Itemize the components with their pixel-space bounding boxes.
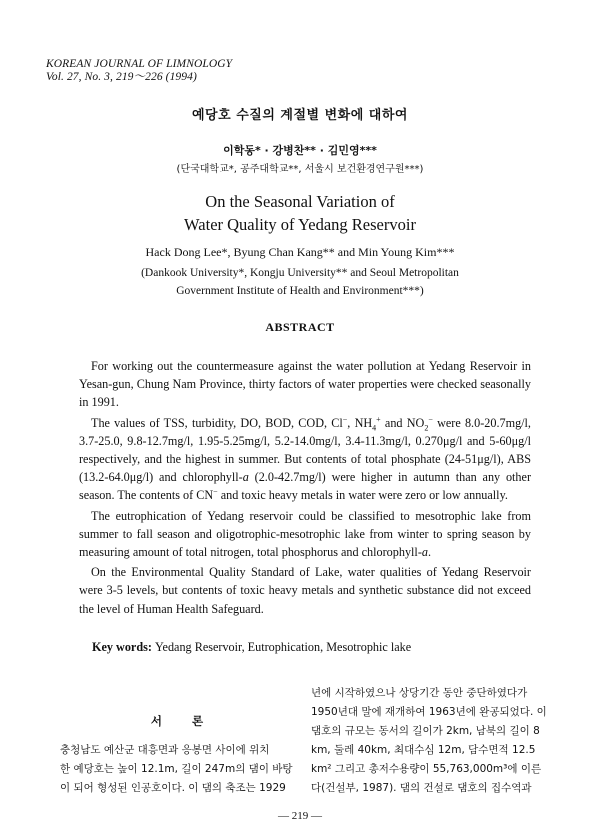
- p2-italic-a: a: [242, 470, 249, 485]
- right-line: km² 그리고 총저수용량이 55,763,000m³에 이른: [311, 763, 542, 775]
- p2-text-a: The values of TSS, turbidity, DO, BOD, COD, Cl: [91, 415, 343, 430]
- intro-left-column: [60, 741, 304, 798]
- keywords-label: Key words: [92, 640, 148, 654]
- p3-text-a: The eutrophication of Yedang reservoir could be classified to mesotrophic lake from summer to fall season and oligotrophic-mesotrophic lake from winter to spring season by measuring amount of total nitrogen, total phosphorus and chlorophyll-: [79, 508, 531, 560]
- p2-text-f: (2.0-42.7mg/l) were higher in autumn than any other season. The contents of CN: [79, 470, 531, 503]
- right-line: 다(건설부, 1987). 댐의 건설로 댐호의 집수역과: [311, 782, 532, 794]
- abstract-heading: ABSTRACT: [265, 320, 335, 334]
- english-title-line2: Water Quality of Yedang Reservoir: [184, 215, 416, 234]
- cyanide-charge: −: [213, 487, 218, 497]
- p2-text-b: , NH: [347, 415, 373, 430]
- abstract-body: [79, 357, 531, 620]
- left-line: 이 되어 형성된 인공호이다. 이 댐의 축조는 1929: [60, 782, 286, 794]
- right-line: 년에 시작하였으나 상당기간 동안 중단하였다가: [311, 687, 528, 699]
- right-line: 댐호의 규모는 동서의 길이가 2km, 남북의 길이 8: [311, 725, 540, 737]
- right-line: 1950년대 말에 재개하여 1963년에 완공되었다. 이: [311, 706, 547, 718]
- ammonium-subscript: 4: [372, 423, 377, 433]
- abstract-paragraph-2: [79, 414, 531, 505]
- journal-volume: Vol. 27, No. 3, 219～226 (1994): [46, 71, 197, 83]
- intro-heading: 서론: [150, 714, 234, 728]
- korean-affiliations: (단국대학교*, 공주대학교**, 서울시 보건환경연구원***): [176, 164, 424, 175]
- korean-title: 예당호 수질의 계절별 변화에 대하여: [192, 108, 408, 123]
- keywords: [92, 640, 411, 655]
- journal-name: KOREAN JOURNAL OF LIMNOLOGY: [46, 58, 233, 70]
- abstract-paragraph-3: [79, 507, 531, 562]
- english-authors: Hack Dong Lee*, Byung Chan Kang** and Min Young Kim***: [145, 245, 455, 259]
- page-number: — 219 —: [278, 810, 322, 822]
- p3-text-c: .: [427, 545, 432, 560]
- right-line: km, 둘레 40km, 최대수심 12m, 담수면적 12.5: [311, 744, 536, 756]
- p2-text-c: and NO: [380, 415, 425, 430]
- english-affil-line2: Government Institute of Health and Environment***): [176, 285, 424, 297]
- keywords-text: Yedang Reservoir, Eutrophication, Mesotrophic lake: [154, 640, 412, 654]
- english-affil-line1: (Dankook University*, Kongju University** and Seoul Metropolitan: [141, 267, 459, 279]
- nitrite-charge: −: [428, 414, 433, 424]
- chloride-charge: −: [342, 414, 348, 424]
- nitrite-subscript: 2: [424, 423, 429, 433]
- english-title: [0, 190, 600, 236]
- p2-text-d: were 8.0-20.7mg/l, 3.7-25.0, 9.8-12.7mg/l, 1.95-5.25mg/l, 5.2-14.0mg/l, 3.4-11.3mg/l, 0.270μg/l and 5-60μg/l respectively, and the highest in summer. But contents of total phosphate (24-51μg/l), ABS (13.2-64.0μg/l) and chlorophyll-: [79, 415, 531, 485]
- intro-right-column: [311, 684, 571, 798]
- left-line: 충청남도 예산군 대흥면과 응봉면 사이에 위치: [60, 744, 270, 756]
- abstract-paragraph-4: On the Environmental Quality Standard of Lake, water qualities of Yedang Reservoir were 3-5 levels, but contents of toxic heavy metals and synthetic substance did not exceed the level of Human Health Safeguard.: [79, 565, 531, 616]
- p3-italic-a: a: [421, 545, 428, 560]
- ammonium-charge: +: [376, 414, 381, 424]
- english-title-line1: On the Seasonal Variation of: [205, 192, 395, 211]
- left-line: 한 예당호는 높이 12.1m, 길이 247m의 댐이 바탕: [60, 763, 293, 775]
- korean-authors: 이학동* · 강병찬** · 김민영***: [223, 144, 377, 157]
- english-affiliations: [0, 264, 600, 300]
- keywords-separator: :: [147, 640, 155, 654]
- abstract-paragraph-1: For working out the countermeasure against the water pollution at Yedang Reservoir in Yesan-gun, Chung Nam Province, thirty factors of water properties were checked seasonally in 1991.: [79, 359, 531, 410]
- p2-text-g: and toxic heavy metals in water were zero or low annually.: [217, 488, 508, 503]
- journal-citation: [46, 58, 232, 84]
